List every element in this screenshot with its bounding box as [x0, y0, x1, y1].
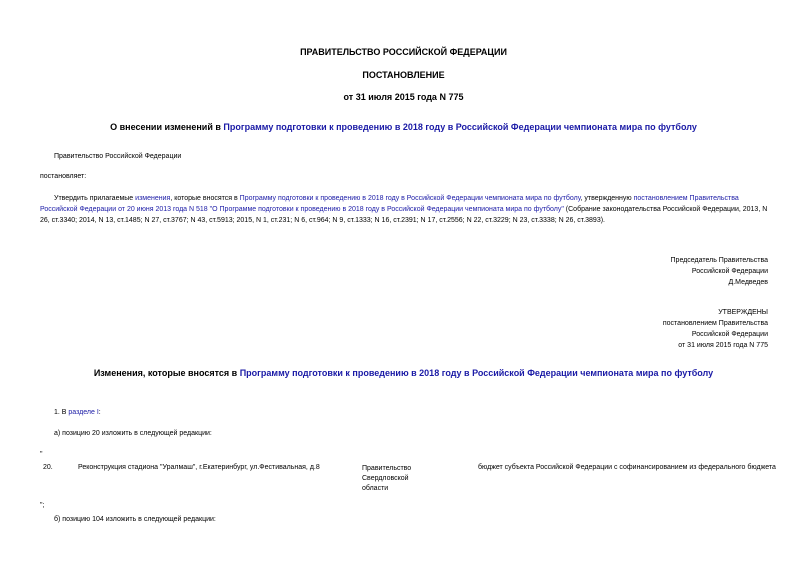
approval-line-1: УТВЕРЖДЕНЫ — [718, 309, 768, 316]
sub-item-b: б) позицию 104 изложить в следующей редакции: — [54, 516, 216, 523]
approval-block — [663, 307, 768, 351]
program-link-2[interactable]: Программу подготовки к проведению в 2018 году в Российской Федерации чемпионата мира по футболу — [239, 195, 581, 202]
program-link-3[interactable]: Программу подготовки к проведению в 2018 году в Российской Федерации чемпионата мира по футболу — [239, 368, 714, 378]
row-responsible-line-1: Правительство — [362, 465, 412, 472]
changes-link[interactable]: изменения — [135, 195, 171, 202]
approval-line-4: от 31 июля 2015 года N 775 — [678, 342, 768, 349]
open-quote: " — [40, 451, 43, 458]
authority-title: ПРАВИТЕЛЬСТВО РОССИЙСКОЙ ФЕДЕРАЦИИ — [300, 47, 507, 57]
row-responsible-line-2: Свердловской — [362, 475, 409, 482]
row-responsible — [362, 464, 411, 494]
decree-text-4: (Собрание законодательства Российской Федерации, 2013, N 26, ст.3340; 2014, N 13, ст.1485; N 27, ст.3767; N 43, ст.5913; 2015, N 1, ст.231; N 6, ст.964; N 9, ст.1333; N 16, ст.2391; N 17, ст.2556; N 22, ст.3229; N 23, ст.3338; N 26, ст.3893). — [40, 206, 768, 224]
document-title — [0, 122, 807, 132]
document-type: ПОСТАНОВЛЕНИЕ — [362, 70, 445, 80]
decrees-line: постановляет: — [40, 173, 87, 180]
signature-line-1: Председатель Правительства — [670, 257, 768, 264]
change-item-1 — [54, 409, 101, 416]
resolution-518-link[interactable]: постановлением Правительства Российской Федерации от 20 июня 2013 года N 518 "О Программе подготовки к проведению в 2018 году в Российской Федерации чемпионата мира по футболу" — [40, 195, 739, 213]
changes-title-prefix: Изменения, которые вносятся в — [93, 368, 240, 378]
row-funding: бюджет субъекта Российской Федерации с софинансированием из федерального бюджета — [478, 464, 776, 471]
section-1-link[interactable]: разделе I — [68, 409, 99, 416]
document-date: от 31 июля 2015 года N 775 — [343, 92, 464, 102]
change-item-1-suffix: : — [98, 409, 101, 416]
approval-line-2: постановлением Правительства — [662, 320, 768, 327]
sub-item-a: а) позицию 20 изложить в следующей редакции: — [54, 430, 212, 437]
row-number: 20. — [43, 464, 53, 471]
approval-line-3: Российской Федерации — [691, 331, 768, 338]
row-object: Реконструкция стадиона "Уралмаш", г.Екатеринбург, ул.Фестивальная, д.8 — [78, 464, 320, 471]
decree-text-2: , которые вносятся в — [170, 195, 240, 202]
government-line: Правительство Российской Федерации — [54, 153, 182, 160]
row-responsible-line-3: области — [362, 485, 389, 492]
decree-paragraph — [40, 193, 768, 226]
decree-text-3: , утвержденную — [580, 195, 634, 202]
decree-text-1: Утвердить прилагаемые — [54, 195, 136, 202]
program-link[interactable]: Программу подготовки к проведению в 2018 году в Российской Федерации чемпионата мира по футболу — [223, 122, 697, 132]
changes-title — [0, 368, 807, 378]
document-title-prefix: О внесении изменений в — [110, 122, 224, 132]
signature-line-2: Российской Федерации — [691, 268, 768, 275]
signature-line-3: Д.Медведев — [728, 279, 768, 286]
close-quote: "; — [40, 502, 45, 509]
change-item-1-prefix: 1. В — [54, 409, 69, 416]
signature-block — [671, 255, 768, 288]
